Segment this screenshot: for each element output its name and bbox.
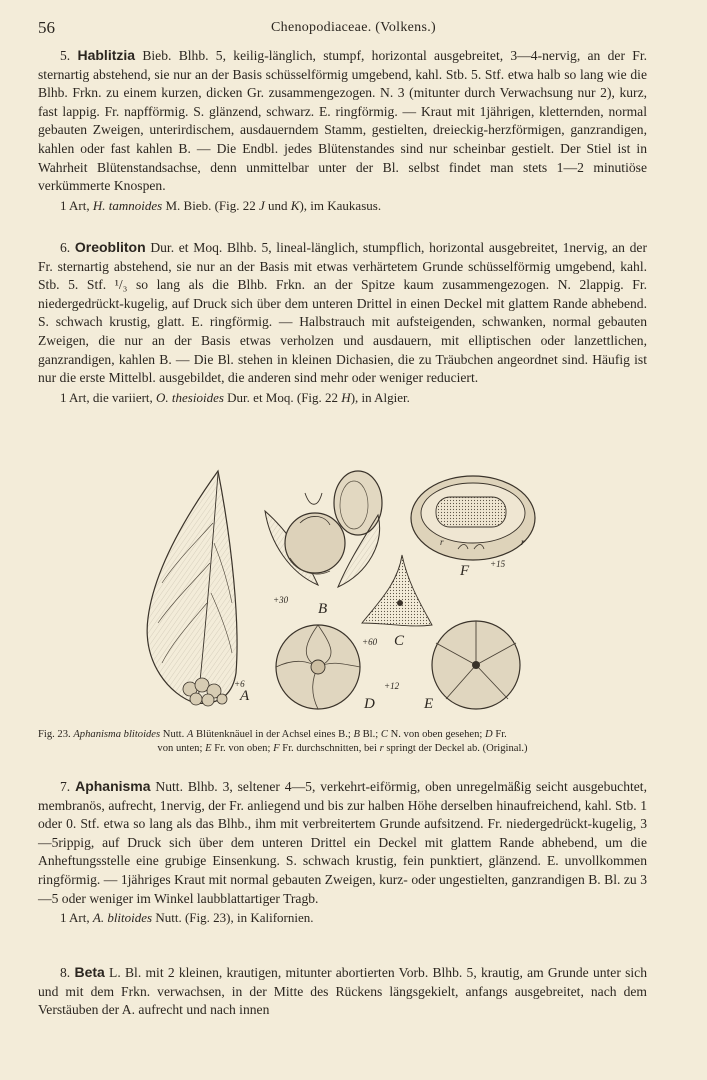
- caption-text: Bl.;: [359, 729, 381, 740]
- drawing-d-fruit-below: [276, 625, 360, 709]
- magnification-d: +12: [384, 681, 400, 691]
- page-header: [38, 18, 669, 40]
- drawing-a-leaf: [147, 471, 237, 706]
- caption-letter: r: [379, 742, 384, 754]
- paragraph-hablitzia: [38, 46, 647, 196]
- species-name: A. blitoides: [92, 910, 153, 926]
- note-text: 1 Art, die variiert,: [60, 389, 157, 405]
- caption-text: springt der Deckel ab. (Original.): [383, 742, 528, 754]
- figure-label-f: F: [460, 563, 470, 579]
- description-text: so lang als die Blhb. Frkn. an der Spitze kaum zusammengezogen. N. 2lappig. Fr. niedergedrückt-kugelig, auf Druck sich über dem unteren Drittel in einen Deckel mit glattem Rande abhebend. S. schwach krustig, glatt. E. ringförmig. — Halbstrauch mit aufsteigenden, schwanken, normal gebauten Zweigen, die nur an der Basis etwas verholzen und ausdauern, mit elliptischen oder lanzettlichen, ganzrandigen, kahlen B. — Die Bl. stehen in kleinen Dichasien, die zu Träubchen angeordnet sind. Häufig ist nur die erste Mittelbl. ausgebildet, die anderen sind mehr oder weniger reduciert.: [38, 277, 647, 386]
- caption-line-2: [38, 742, 647, 756]
- drawing-f-section: [411, 476, 535, 560]
- note-text: Dur. et Moq. (Fig. 22: [223, 389, 342, 405]
- caption-text: N. von oben gesehen;: [387, 729, 486, 740]
- species-note: [38, 909, 647, 927]
- paragraph-oreobliton: [38, 238, 647, 388]
- fraction: ¹/₃: [114, 277, 128, 293]
- figure-letter: J: [259, 197, 265, 213]
- caption-text: Fr. durchschnitten, bei: [279, 742, 380, 754]
- genus-name: Oreobliton: [74, 239, 146, 255]
- note-text: ), in Algier.: [350, 389, 410, 405]
- paragraph-beta: [38, 963, 647, 1020]
- genus-name: Aphanisma: [75, 778, 151, 794]
- figure-23: [140, 463, 560, 721]
- note-text: und: [264, 197, 291, 213]
- caption-letter: A: [186, 729, 194, 740]
- caption-text: Fr. von oben;: [211, 742, 274, 754]
- caption-text: Fr.: [492, 729, 507, 740]
- figure-label-b: B: [318, 601, 328, 617]
- figure-label-d: D: [364, 696, 375, 712]
- caption-letter: B: [353, 729, 360, 740]
- genus-name: Hablitzia: [77, 47, 136, 63]
- magnification-f: +15: [490, 559, 506, 569]
- figure-letter: K: [290, 197, 300, 213]
- section-number: 5.: [60, 48, 71, 63]
- figure-letter: H: [341, 389, 351, 405]
- magnification-a: +6: [234, 679, 245, 689]
- caption-fig-number: Fig. 23.: [38, 729, 71, 740]
- description-text: Dur. et Moq. Blhb. 5, lineal-länglich, stumpflich, horizontal ausgebreitet, 1nervig, an der Fr. sternartig abstehend, sie nur an der Basis mit etwas verhärtetem Grunde schüsselförmig umgebend, kahl. Stb. 5. Stf.: [38, 240, 647, 293]
- note-text: M. Bieb. (Fig. 22: [162, 197, 260, 213]
- caption-letter: F: [273, 742, 280, 754]
- species-name: O. thesioides: [156, 389, 224, 405]
- section-beta: [38, 963, 647, 1020]
- section-hablitzia: [38, 46, 647, 214]
- caption-species: Aphanisma blitoides: [73, 729, 161, 740]
- species-note: [38, 197, 647, 215]
- caption-text: Nutt.: [160, 729, 187, 740]
- description-text: Nutt. Blhb. 3, seltener 4—5, verkehrt-eiförmig, oben unregelmäßig seicht ausgebuchtet, membranös, aufrecht, 1nervig, der Fr. anliegend und bis zur halben Höhe derselben hinaufreichend, kahl. Stb. 1 oder 0. Stf. etwa so lang als das Blhb., ihm mit verbreitertem Grunde aufsitzend. Fr. niedergedrückt-kugelig, 3—5rippig, auf Druck sich über dem unteren Drittel ein Deckel mit glattem Rande abhebend, um die Anheftungsstelle eine grubige Einsenkung. S. schwach krustig, fein punktiert, glänzend. E. unvollkommen ringförmig. — 1jähriges Kraut mit normal gebauten Zweigen, kurz- oder ungestielten, ganzrandigen B. Bl. zu 3—5 oder weniger im Winkel laubblattartiger Tragb.: [38, 779, 647, 906]
- figure-caption: [38, 728, 647, 755]
- caption-text: Blütenknäuel in der Achsel eines B.;: [193, 729, 354, 740]
- figure-label-a: A: [240, 688, 250, 704]
- magnification-c: +60: [362, 637, 378, 647]
- section-number: 8.: [60, 965, 71, 980]
- paragraph-aphanisma: [38, 777, 647, 908]
- magnification-b: +30: [273, 595, 289, 605]
- page-number: 56: [38, 18, 55, 37]
- r-marker-left: r: [440, 537, 444, 547]
- drawing-e-fruit-above: [432, 621, 520, 709]
- caption-letter: C: [380, 729, 388, 740]
- section-number: 7.: [60, 779, 71, 794]
- section-number: 6.: [60, 240, 71, 255]
- description-text: Bieb. Blhb. 5, keilig-länglich, stumpf, horizontal ausgebreitet, 3—4-nervig, an der Fr. sternartig abstehend, sie nur an der Basis schüsselförmig umgebend, kahl. Stb. 5. Stf. etwa halb so lang wie die Blhb. Frkn. zu einem kurzen, dicken Gr. zusammengezogen. N. 3 (mitunter durch Verwachsung nur 2), kurz, fast lappig. Fr. napfförmig. S. glänzend, schwarz. E. ringförmig. — Kraut mit 1jährigen, kletternden, normal gebauten Zweigen, unterirdischem, ausdauerndem Stamm, gestielten, dreieckig-herzförmigen, ganzrandigen, kahlen oder fast kahlen B. — Die Endbl. jedes Blütenstandes sind nur scheinbar gestielt. Der Stiel ist in Wahrheit Blütenstandsachse, denn unmittelbar unter der Bl. selbst findet man stets 1—2 minutiöse verkümmerte Knospen.: [38, 48, 647, 194]
- caption-letter: D: [485, 729, 493, 740]
- note-text: Nutt. (Fig. 23), in Kalifornien.: [152, 910, 314, 926]
- r-marker-right: r: [521, 537, 525, 547]
- note-text: ), im Kaukasus.: [299, 197, 382, 213]
- note-text: 1 Art,: [60, 197, 93, 213]
- figure-label-e: E: [424, 696, 434, 712]
- drawing-b-flower: [265, 471, 382, 587]
- description-text: L. Bl. mit 2 kleinen, krautigen, mitunter abortierten Vorb. Blhb. 5, krautig, am Grunde unter sich und mit dem Frkn. verwachsen, in der Mitte des Rückens längsgekielt, anfangs ausgebreitet, nach dem Verstäuben der A. aufrecht und nach innen: [38, 965, 648, 1018]
- running-head: Chenopodiaceae. (Volkens.): [271, 20, 436, 35]
- section-aphanisma: [38, 777, 647, 927]
- species-note: [38, 389, 647, 407]
- genus-name: Beta: [74, 964, 105, 980]
- section-oreobliton: [38, 238, 647, 406]
- note-text: 1 Art,: [60, 910, 93, 926]
- figure-label-c: C: [394, 633, 405, 649]
- drawing-c-stigma: [362, 555, 432, 626]
- caption-text: von unten;: [157, 742, 206, 754]
- species-name: H. tamnoides: [92, 197, 163, 213]
- caption-letter: E: [205, 742, 212, 754]
- caption-line-1: [38, 728, 647, 742]
